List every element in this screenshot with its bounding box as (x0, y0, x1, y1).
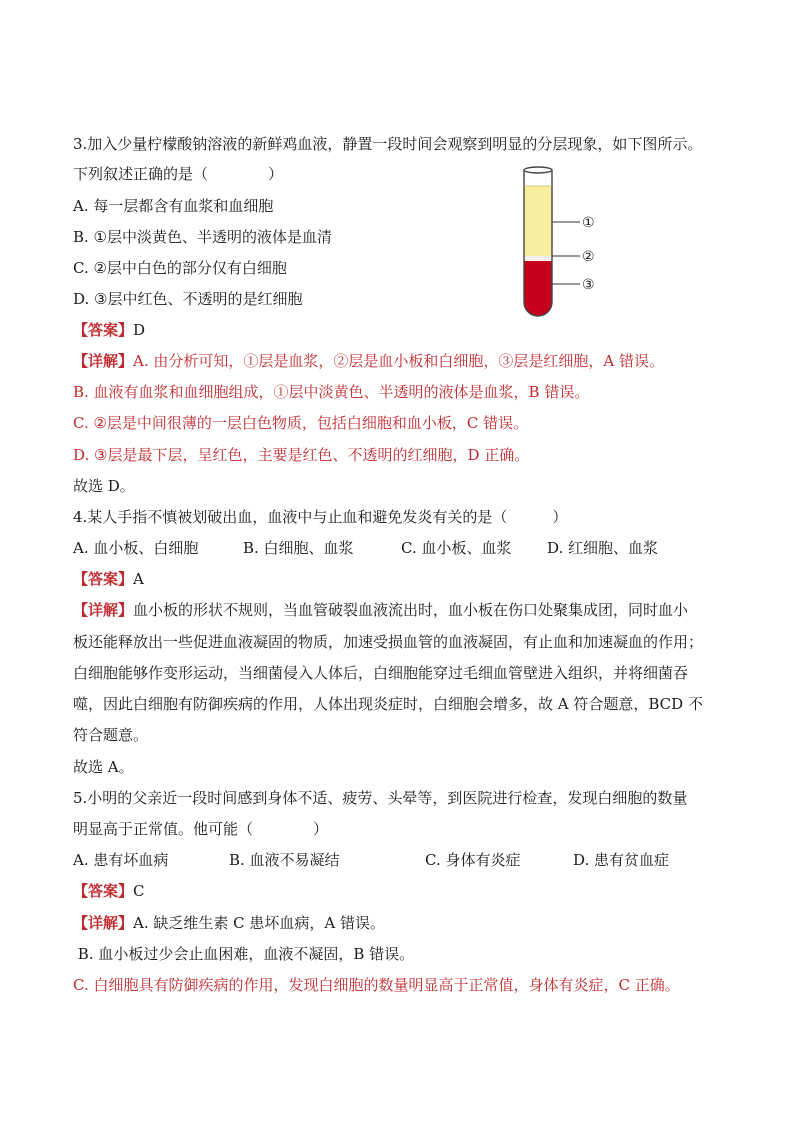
buffy-coat-layer (524, 256, 552, 261)
q3-stem-line1: 3.加入少量柠檬酸钠溶液的新鲜鸡血液，静置一段时间会观察到明显的分层现象，如下图所示。 (73, 135, 703, 153)
q4-detail-2: 板还能释放出一些促进血液凝固的物质，加速受损血管的血液凝固，有止血和加速凝血的作用； (73, 633, 704, 651)
q5-answer-label: 【答案】 (73, 882, 134, 900)
q3-answer (73, 320, 145, 340)
q4-options (73, 538, 658, 558)
q3-option-d: D. ③层中红色、不透明的是红细胞 (73, 290, 303, 308)
q4-detail-1 (73, 600, 688, 620)
q3-detail-text-1: A. 由分析可知，①层是血浆，②层是血小板和白细胞，③层是红细胞，A 错误。 (133, 352, 664, 370)
q4-option-d: D. 红细胞、血浆 (547, 539, 659, 557)
q4-detail-label: 【详解】 (73, 601, 134, 619)
q4-answer-label: 【答案】 (73, 570, 134, 588)
q3-answer-value: D (133, 321, 146, 339)
q3-answer-label: 【答案】 (73, 321, 134, 339)
q4-detail-text-1: 血小板的形状不规则，当血管破裂血液流出时，血小板在伤口处聚集成团，同时血小 (133, 601, 689, 619)
q5-detail-3: C. 白细胞具有防御疾病的作用，发现白细胞的数量明显高于正常值，身体有炎症，C 正确。 (73, 976, 680, 994)
label-1: ① (582, 215, 595, 231)
q4-option-c: C. 血小板、血浆 (401, 539, 512, 557)
q3-detail-1 (73, 351, 664, 371)
q4-option-a: A. 血小板、白细胞 (73, 539, 199, 557)
q3-stem-line2: 下列叙述正确的是（ ） (73, 165, 284, 183)
q3-option-a: A. 每一层都含有血浆和血细胞 (73, 197, 274, 215)
q4-conclusion: 故选 A。 (73, 758, 134, 776)
q3-option-b: B. ①层中淡黄色、半透明的液体是血清 (73, 228, 333, 246)
q5-stem-line1: 5.小明的父亲近一段时间感到身体不适、疲劳、头晕等，到医院进行检查，发现白细胞的数量 (73, 789, 688, 807)
q3-option-c: C. ②层中白色的部分仅有白细胞 (73, 259, 287, 277)
q5-detail-text-1: A. 缺乏维生素 C 患坏血病，A 错误。 (133, 914, 385, 932)
q4-answer-value: A (133, 570, 144, 588)
q4-answer (73, 569, 144, 589)
q5-detail-1 (73, 913, 385, 933)
q3-detail-3: C. ②层是中间很薄的一层白色物质，包括白细胞和血小板，C 错误。 (73, 414, 529, 432)
q4-option-b: B. 白细胞、血浆 (243, 539, 354, 557)
test-tube-figure (518, 164, 608, 322)
plasma-layer (524, 186, 552, 256)
q3-detail-2: B. 血液有血浆和血细胞组成，①层中淡黄色、半透明的液体是血浆，B 错误。 (73, 383, 590, 401)
q5-answer-value: C (133, 882, 145, 900)
rbc-layer (524, 261, 552, 316)
q3-conclusion: 故选 D。 (73, 477, 135, 495)
tube-rim (524, 167, 552, 173)
q5-option-d: D. 患有贫血症 (573, 851, 670, 869)
q4-stem: 4.某人手指不慎被划破出血，血液中与止血和避免发炎有关的是（ ） (73, 508, 568, 526)
q5-option-a: A. 患有坏血病 (73, 851, 169, 869)
label-2: ② (582, 249, 595, 265)
q5-answer (73, 881, 145, 901)
q5-options (73, 850, 669, 870)
q4-detail-4: 噬，因此白细胞有防御疾病的作用，人体出现炎症时，白细胞会增多，故 A 符合题意，BCD 不 (73, 695, 703, 713)
q5-stem-line2: 明显高于正常值。他可能（ ） (73, 820, 329, 838)
q3-detail-4: D. ③层是最下层，呈红色，主要是红色、不透明的红细胞，D 正确。 (73, 446, 530, 464)
q3-detail-label: 【详解】 (73, 352, 134, 370)
q4-detail-3: 白细胞能够作变形运动，当细菌侵入人体后，白细胞能穿过毛细血管壁进入组织，并将细菌吞 (73, 664, 689, 682)
q5-option-c: C. 身体有炎症 (425, 851, 521, 869)
q5-option-b: B. 血液不易凝结 (229, 851, 340, 869)
q4-detail-5: 符合题意。 (73, 726, 149, 744)
q5-detail-2: B. 血小板过少会止血困难，血液不凝固，B 错误。 (73, 945, 415, 963)
q5-detail-label: 【详解】 (73, 914, 134, 932)
label-3: ③ (582, 277, 595, 293)
